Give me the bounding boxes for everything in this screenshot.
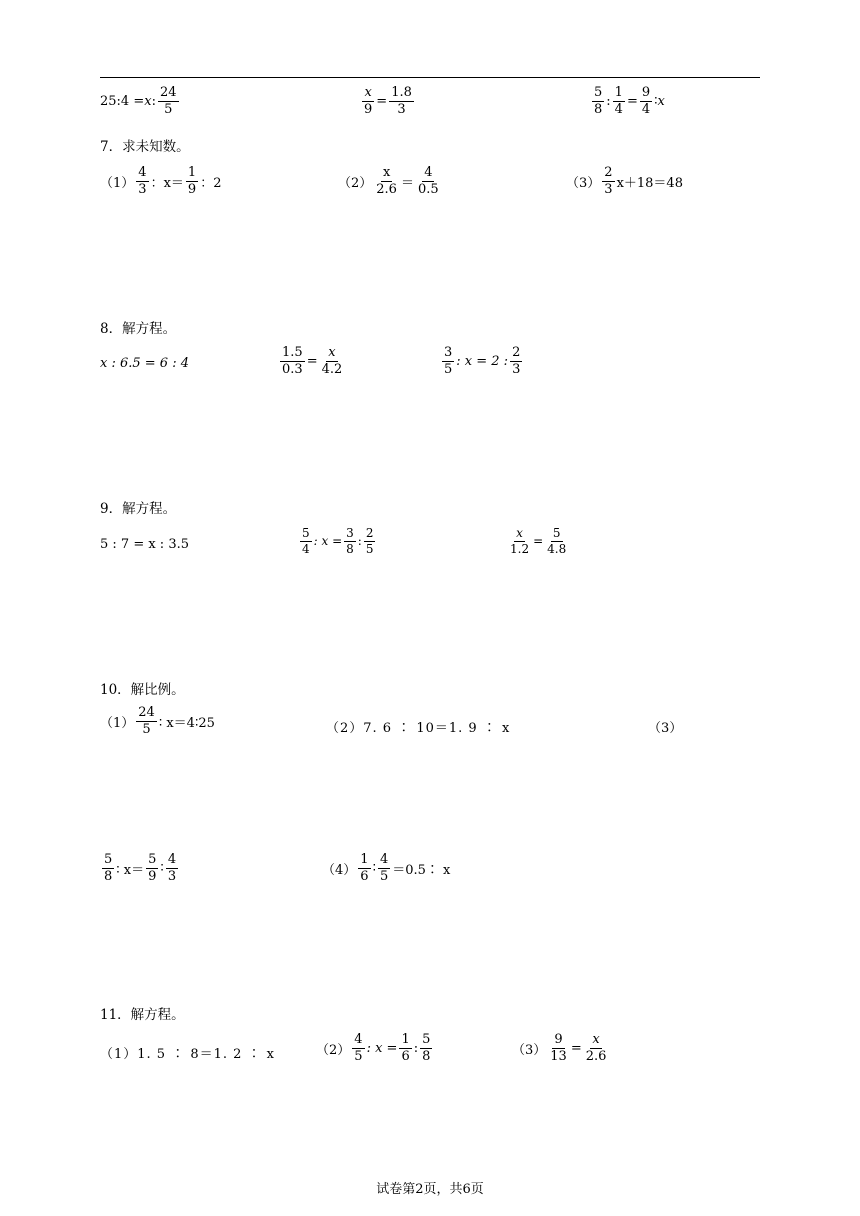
numerator: 4 [167, 852, 177, 867]
part-label: （2） [338, 175, 373, 191]
denominator: 9 [148, 868, 157, 884]
denominator: 5 [354, 1048, 363, 1064]
numerator: 1 [187, 165, 197, 180]
fraction [613, 86, 625, 116]
numerator: 5 [302, 526, 310, 540]
denominator: 8 [594, 101, 603, 117]
equation-row0-b [360, 86, 416, 116]
eq-text: : x = 2 : [456, 353, 509, 369]
denominator: 9 [187, 181, 197, 197]
fraction [158, 86, 179, 116]
eq-sep: : [413, 1040, 419, 1056]
eq-sign: = [533, 534, 544, 549]
fraction [364, 527, 376, 555]
fraction [584, 1033, 609, 1063]
eq-text: 25:4 = [100, 93, 145, 109]
numerator: 1 [360, 852, 369, 867]
fraction [389, 86, 414, 116]
q8-equation-2 [278, 346, 346, 376]
fraction [510, 346, 522, 376]
numerator: 4 [354, 1032, 363, 1047]
q8-equation-3 [440, 346, 524, 376]
fraction [508, 527, 531, 555]
fraction [592, 86, 604, 116]
denominator: 4 [302, 541, 310, 556]
numerator: x [328, 345, 336, 360]
question-10-title: 10．解比例。 [100, 682, 185, 698]
q10-part1 [100, 706, 215, 736]
fraction [300, 527, 312, 555]
fraction [166, 853, 178, 883]
q11-part3 [512, 1033, 610, 1063]
fraction [102, 853, 114, 883]
eq-text: : x = [366, 1040, 398, 1056]
numerator: 9 [554, 1032, 563, 1047]
q9-equation-1: 5 : 7 = x : 3.5 [100, 537, 189, 552]
fraction [136, 166, 148, 196]
fraction [442, 346, 454, 376]
numerator: 1.8 [391, 85, 412, 100]
eq-sep: : [151, 93, 156, 109]
numerator: 1 [614, 85, 623, 100]
numerator: x [364, 85, 372, 100]
equation-row0-a [100, 86, 181, 116]
eq-sep: : [357, 534, 362, 549]
eq-text: : x = [313, 534, 343, 549]
eq-sign: = [626, 93, 638, 109]
question-9-title: 9．解方程。 [100, 501, 177, 517]
fraction [420, 1033, 432, 1063]
q11-part1: （1）1. 5 ∶ 8＝1. 2 ∶ x [100, 1047, 276, 1062]
denominator: 9 [364, 101, 373, 117]
numerator: 2 [512, 345, 521, 360]
denominator: 6 [401, 1048, 410, 1064]
fraction [416, 166, 441, 196]
fraction [640, 86, 652, 116]
eq-sign: = [306, 353, 318, 369]
eq-sep: : [606, 93, 611, 109]
eq-text: ＝0.5∶ x [392, 862, 451, 878]
numerator: 4 [138, 165, 147, 180]
header-rule [100, 77, 760, 78]
question-7-title: 7．求未知数。 [100, 139, 190, 155]
numerator: 4 [424, 165, 433, 180]
numerator: x [592, 1032, 600, 1047]
denominator: 4.2 [321, 361, 343, 377]
q8-equation-1: x : 6.5 = 6 : 4 [100, 356, 189, 371]
fraction [378, 853, 390, 883]
numerator: 24 [138, 705, 155, 720]
fraction [602, 166, 614, 196]
denominator: 0.3 [282, 361, 303, 377]
eq-sep: ∶ [160, 860, 164, 876]
part-label: （3） [566, 175, 601, 191]
question-11-title: 11．解方程。 [100, 1007, 185, 1023]
q9-equation-2 [298, 527, 377, 555]
q7-part3 [566, 166, 683, 196]
q10-part3-label: （3） [648, 721, 683, 736]
denominator: 4 [614, 101, 623, 117]
q11-part2 [316, 1033, 434, 1063]
eq-text: ∶ x＝ [116, 862, 145, 878]
eq-var: x [657, 93, 665, 109]
eq-sep: ∶ [372, 860, 376, 876]
q7-part2 [338, 166, 443, 196]
denominator: 3 [397, 101, 406, 117]
equation-row0-c [590, 86, 665, 116]
denominator: 8 [422, 1048, 431, 1064]
fraction [548, 1033, 569, 1063]
fraction [399, 1033, 411, 1063]
q10-part2: （2）7. 6 ∶ 10＝1. 9 ∶ x [326, 721, 511, 736]
part-label: （1） [100, 175, 135, 191]
fraction [146, 853, 158, 883]
fraction [358, 853, 370, 883]
eq-sign: = [570, 1040, 582, 1056]
numerator: 5 [552, 526, 561, 540]
denominator: 2.6 [585, 1048, 607, 1064]
q10-part3 [100, 853, 180, 883]
denominator: 13 [550, 1048, 567, 1064]
fraction [545, 527, 568, 555]
fraction [352, 1033, 364, 1063]
question-8-title: 8．解方程。 [100, 321, 177, 337]
denominator: 5 [164, 101, 173, 117]
numerator: 5 [104, 852, 113, 867]
part-label: （3） [512, 1042, 547, 1058]
eq-text: ：x＝ [150, 175, 184, 191]
denominator: 8 [346, 541, 354, 556]
denominator: 4 [641, 101, 651, 117]
numerator: 9 [641, 85, 651, 100]
q7-part1 [100, 166, 221, 196]
numerator: x [382, 165, 391, 180]
denominator: 5 [142, 721, 151, 737]
numerator: 2 [604, 165, 613, 180]
denominator: 0.5 [417, 181, 439, 197]
denominator: 5 [444, 361, 453, 377]
numerator: 24 [159, 85, 177, 100]
denominator: 3 [167, 868, 177, 884]
numerator: 5 [422, 1032, 431, 1047]
denominator: 2.6 [376, 181, 397, 197]
numerator: x [516, 526, 523, 540]
fraction [186, 166, 198, 196]
denominator: 8 [104, 868, 113, 884]
numerator: 1 [401, 1032, 410, 1047]
part-label: （4） [322, 862, 357, 878]
numerator: 3 [444, 345, 453, 360]
denominator: 6 [360, 868, 369, 884]
fraction [362, 86, 374, 116]
fraction [374, 166, 399, 196]
fraction [344, 527, 356, 555]
eq-sign: ＝ [400, 175, 414, 191]
numerator: 5 [594, 85, 603, 100]
denominator: 3 [512, 361, 521, 377]
denominator: 3 [604, 181, 613, 197]
denominator: 5 [379, 868, 389, 884]
denominator: 3 [138, 181, 147, 197]
numerator: 2 [365, 526, 374, 540]
fraction [136, 706, 157, 736]
eq-text: ∶ x＝4∶25 [158, 715, 215, 731]
fraction [280, 346, 305, 376]
denominator: 5 [365, 541, 374, 556]
eq-text: ：2 [200, 175, 222, 191]
eq-var: x [144, 93, 152, 109]
part-label: （2） [316, 1042, 351, 1058]
numerator: 5 [148, 852, 157, 867]
q9-equation-3 [506, 527, 570, 555]
page-footer: 试卷第2页，共6页 [376, 1182, 484, 1197]
denominator: 1.2 [510, 541, 530, 556]
numerator: 4 [379, 852, 389, 867]
eq-sep: ∶ [654, 93, 658, 109]
part-label: （1） [100, 715, 135, 731]
numerator: 1.5 [282, 345, 303, 360]
fraction [320, 346, 345, 376]
numerator: 3 [346, 526, 354, 540]
eq-sign: = [376, 93, 388, 109]
denominator: 4.8 [547, 541, 567, 556]
q10-part4 [322, 853, 450, 883]
eq-text: x＋18＝48 [616, 175, 683, 191]
